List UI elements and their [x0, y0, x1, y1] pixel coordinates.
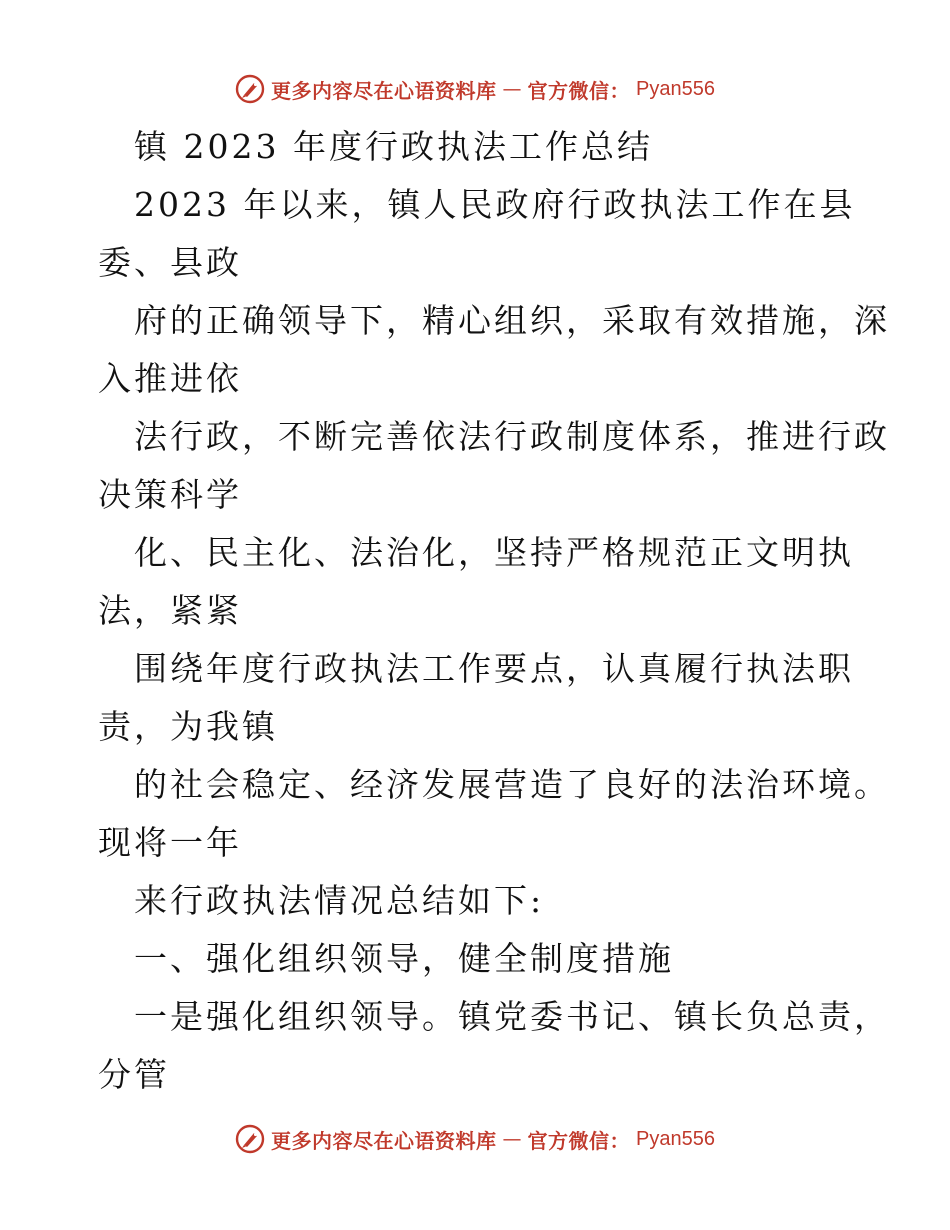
pen-nib-logo-icon: [235, 74, 265, 104]
watermark-wechat-label: 官方微信：: [527, 1128, 631, 1153]
text-line: 责，为我镇: [98, 707, 278, 746]
text-line: 法行政，不断完善依法行政制度体系，推进行政: [134, 417, 890, 456]
text-line: 围绕年度行政执法工作要点，认真履行执法职: [134, 649, 854, 688]
watermark-wechat-id: Pyan556: [636, 77, 715, 100]
watermark-wechat-label: 官方微信：: [527, 78, 631, 103]
header-watermark: [0, 72, 950, 106]
text-line: 现将一年: [98, 823, 242, 862]
text-line: 府的正确领导下，精心组织，采取有效措施，深: [134, 301, 890, 340]
section-heading: 一、强化组织领导，健全制度措施: [134, 939, 674, 978]
document-title: 镇 2023 年度行政执法工作总结: [134, 127, 653, 166]
watermark-wechat-id: Pyan556: [636, 1127, 715, 1150]
pen-nib-logo-icon: [235, 1124, 265, 1154]
text-line: 2023 年以来，镇人民政府行政执法工作在县: [134, 185, 856, 224]
text-line: 一是强化组织领导。镇党委书记、镇长负总责，: [134, 997, 890, 1036]
watermark-separator: —: [502, 78, 522, 100]
text-line: 分管: [98, 1055, 170, 1094]
text-line: 的社会稳定、经济发展营造了良好的法治环境。: [134, 765, 890, 804]
watermark-main-text: 更多内容尽在心语资料库: [271, 78, 497, 103]
text-line: 来行政执法情况总结如下:: [134, 881, 545, 920]
text-line: 化、民主化、法治化，坚持严格规范正文明执: [134, 533, 854, 572]
text-line: 决策科学: [98, 475, 242, 514]
text-line: 入推进依: [98, 359, 242, 398]
footer-watermark: [0, 1122, 950, 1156]
text-line: 法，紧紧: [98, 591, 242, 630]
watermark-separator: —: [502, 1128, 522, 1150]
text-line: 委、县政: [98, 243, 242, 282]
watermark-main-text: 更多内容尽在心语资料库: [271, 1128, 497, 1153]
